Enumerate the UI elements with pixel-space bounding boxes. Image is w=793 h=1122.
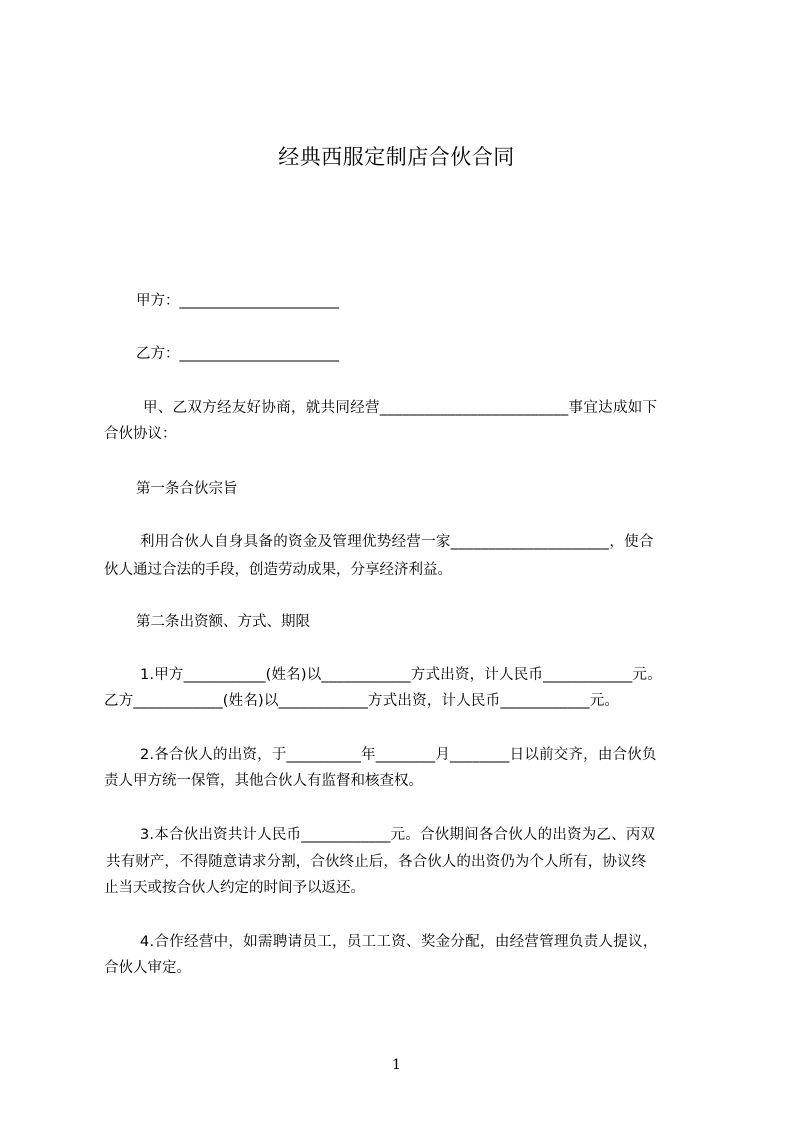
clause-4-line-2: 合伙人审定。: [104, 960, 191, 976]
clause-3-line-1: 3.本合伙出资共计人民币____________元。合伙期间各合伙人的出资为乙、丙双: [140, 827, 656, 843]
party-b-line: 乙方：______________________: [136, 346, 339, 362]
document-title: 经典西服定制店合伙合同: [278, 145, 515, 169]
clause-3-line-2: 共有财产，不得随意请求分割，合伙终止后，各合伙人的出资仍为个人所有，协议终: [106, 854, 647, 870]
party-a-line: 甲方：______________________: [136, 293, 339, 309]
article-2-heading: 第二条出资额、方式、期限: [136, 614, 310, 630]
article-1-heading: 第一条合伙宗旨: [136, 481, 238, 497]
article-1-line-2: 伙人通过合法的手段，创造劳动成果，分享经济利益。: [104, 562, 452, 578]
page-number: 1: [392, 1057, 401, 1073]
clause-2-line-1: 2.各合伙人的出资，于__________年________月________日以前交齐，由合伙负: [140, 747, 657, 763]
intro-paragraph-line-2: 合伙协议：: [104, 426, 177, 442]
clause-4-line-1: 4.合作经营中，如需聘请员工，员工工资、奖金分配，由经营管理负责人提议，: [140, 934, 658, 950]
clause-3-line-3: 止当天或按合伙人约定的时间予以返还。: [104, 880, 365, 896]
intro-paragraph-line-1: 甲、乙双方经友好协商，就共同经营_________________________事宜达成如下: [143, 400, 658, 416]
clause-1-line-1: 1.甲方___________(姓名)以____________方式出资，计人民币____________元。: [140, 667, 662, 683]
article-1-line-1: 利用合伙人自身具备的资金及管理优势经营一家_____________________，使合: [140, 534, 654, 550]
clause-2-line-2: 责人甲方统一保管，其他合伙人有监督和核查权。: [104, 773, 423, 789]
clause-1-line-2: 乙方____________(姓名)以____________方式出资，计人民币____________元。: [104, 693, 620, 709]
